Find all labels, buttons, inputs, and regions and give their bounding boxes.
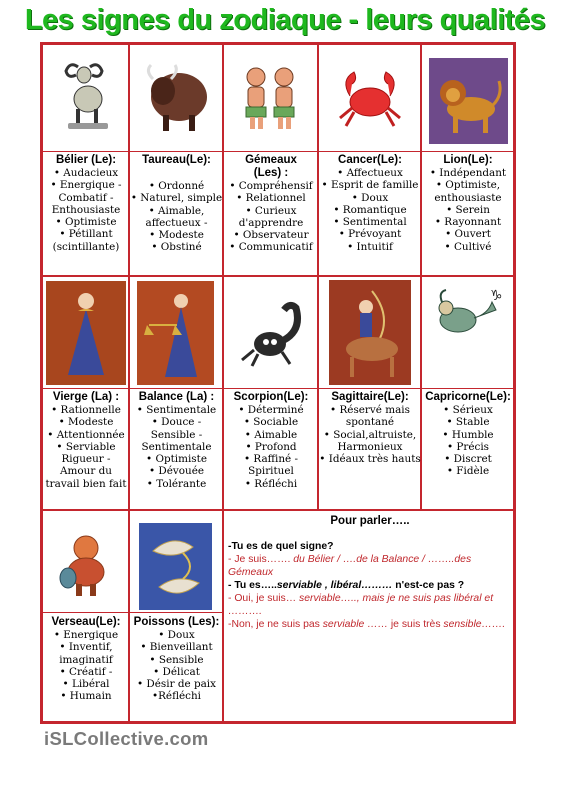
quality: Enthousiaste [51,203,121,216]
quality: • Attentionnée [47,428,125,441]
quality: • Cultivé [444,240,492,253]
sign-name: Bélier (Le): [55,154,117,166]
archer-icon [329,280,411,385]
question-2 [228,579,514,592]
quality: • Compréhensif [229,180,313,192]
quality: • Aimable, [148,204,205,217]
site-watermark: iSLCollective.com [44,728,209,749]
quality: • Rayonnant [434,216,502,229]
quality: • Indépendant [429,167,507,179]
quality: Sensible - [150,428,203,441]
answer-1 [228,553,514,579]
sign-name: Cancer(Le): [338,154,402,166]
quality: • Ordonné [148,180,205,192]
answer-3-start: -Non, je ne suis pas [228,619,323,630]
scorpion-icon [225,278,316,386]
row1-divider [42,151,514,152]
quality: • Relationnel [236,192,306,205]
sign-text-8 [319,391,421,465]
question-2-adjectives: serviable , libéral……… [276,580,393,591]
answer-3-end: sensible……. [443,619,506,630]
quality: • Optimiste [55,216,117,229]
quality: •Réfléchi [151,690,201,703]
sign-text-5 [43,391,129,490]
row3-divider [42,612,223,613]
quality: • Sensible [149,653,204,666]
quality: Harmonieux [337,440,403,453]
quality: • Libéral [62,678,110,691]
quality: d'apprendre [238,216,304,229]
quality: affectueux - [145,216,208,229]
answer-2-start: - Oui, je suis… [228,593,300,604]
answer-3 [228,618,514,631]
sign-text-3 [319,154,421,253]
sign-name: Verseau(Le): [51,616,121,628]
quality: • Optimiste, [435,179,501,192]
quality: • Stable [446,416,490,429]
quality: • Obstiné [151,241,202,254]
conversation-text [226,512,514,722]
quality: • Prévoyant [338,228,402,241]
sign-name: Poissons (Les): [133,616,220,628]
quality: • Modeste [149,229,204,242]
quality: • Energique - [50,179,122,192]
quality: • Douce - [151,416,202,429]
quality: • Pétillant [59,228,113,241]
quality: • Raffiné - [243,453,299,466]
question-2-end: n'est-ce pas ? [392,580,465,591]
sign-text-9 [422,391,514,478]
quality: • Communicatif [229,241,313,254]
answer-1-start: - Je suis……. [228,554,294,565]
quality: • Aimable [244,428,298,441]
sign-text-1 [130,154,223,254]
quality: • Humain [60,690,112,703]
quality: travail bien fait [45,477,127,490]
quality: • Créatif - [59,665,113,678]
quality: • Sentimentale [136,404,217,416]
quality: Combatif - [58,191,114,204]
quality: • Sociable [243,416,299,429]
quality: • Observateur [233,229,309,242]
quality: • Romantique [333,203,407,216]
quality: • Esprit de famille [321,179,419,192]
quality: • Optimiste [146,453,207,466]
sign-text-2 [224,154,318,254]
ram-icon [44,46,127,149]
scales-icon [137,281,214,385]
quality: • Ouvert [445,228,491,241]
sign-name: Balance (La) : [138,391,215,403]
answer-3-middle: je suis très [387,619,444,630]
sign-text-6 [130,391,223,490]
quality: • Réservé mais [330,404,410,416]
quality: • Désir de paix [137,678,216,691]
sign-name: Vierge (La) : [52,391,120,403]
quality: • Dévouée [148,465,205,478]
quality: • Idéaux très hauts [319,453,421,466]
sign-text-11 [130,616,223,703]
quality: • Sentimental [333,216,407,229]
lion-icon [429,58,508,144]
sign-name: Taureau(Le): [142,154,211,166]
sign-text-10 [43,616,129,703]
sign-text-0 [43,154,129,253]
answer-1-options: du Bélier / ….de la Balance / ……..des Gémeaux [228,554,472,578]
quality: • Discret [444,453,492,466]
quality: • Doux [158,629,195,641]
sign-text-7 [224,391,318,490]
quality: • Réfléchi [244,477,298,490]
quality: • Serviable [56,440,116,453]
quality: • Tolérante [146,477,207,490]
answer-3-adjective: serviable …… [322,619,388,630]
quality: • Sérieux [443,404,493,416]
quality: • Fidèle [446,465,490,478]
quality: (scintillante) [52,240,120,253]
quality: • Rationnelle [51,404,121,416]
sign-text-4 [422,154,514,253]
quality: • Précis [446,440,489,453]
bull-icon [131,46,221,149]
quality: • Audacieux [53,167,119,179]
quality: spontané [345,416,395,429]
quality: • Serein [446,203,490,216]
quality: • Intuitif [347,240,393,253]
quality: • Social,altruiste, [323,428,417,441]
quality: • Délicat [153,665,200,678]
answer-2 [228,592,514,618]
goat-fish-icon [423,278,512,353]
sign-name: Sagittaire(Le): [331,391,409,403]
quality: imaginatif [59,653,113,666]
question-1: -Tu es de quel signe? [228,541,334,552]
quality: • Modeste [58,416,114,429]
quality: Spirituel [248,465,294,478]
conversation-title: Pour parler….. [330,515,410,527]
quality: • Bienveillant [140,641,213,654]
quality: • Humble [442,428,494,441]
quality: • Affectueux [337,167,403,179]
quality: • Naturel, simple [130,192,223,205]
quality: • Curieux [245,204,297,217]
quality: • Doux [351,191,389,204]
quality: Amour du [60,465,112,478]
sign-name: Capricorne(Le): [425,391,511,403]
quality: • Energique [53,629,119,641]
answer-2-rest: serviable….., mais je ne suis pas libéral et ………. [228,593,494,617]
svg-text:♑: ♑ [489,287,503,304]
quality: • Inventif, [59,641,113,654]
crab-icon [320,46,419,149]
water-bearer-icon [46,518,124,608]
quality: Rigueur - [61,453,111,466]
sign-name: Gémeaux (Les) : [245,154,297,179]
quality: • Déterminé [238,404,304,416]
sign-name: Scorpion(Le): [233,391,309,403]
page-title: Les signes du zodiaque - leurs qualités [24,4,546,36]
virgin-icon [46,281,126,385]
sign-name: Lion(Le): [443,154,493,166]
quality: • Profond [245,440,297,453]
fish-icon [139,523,212,610]
question-2-start: - Tu es….. [228,580,277,591]
quality: Sentimentale [141,440,212,453]
quality: enthousiaste [434,191,502,204]
row2-divider [42,388,514,389]
twins-icon [225,46,316,149]
